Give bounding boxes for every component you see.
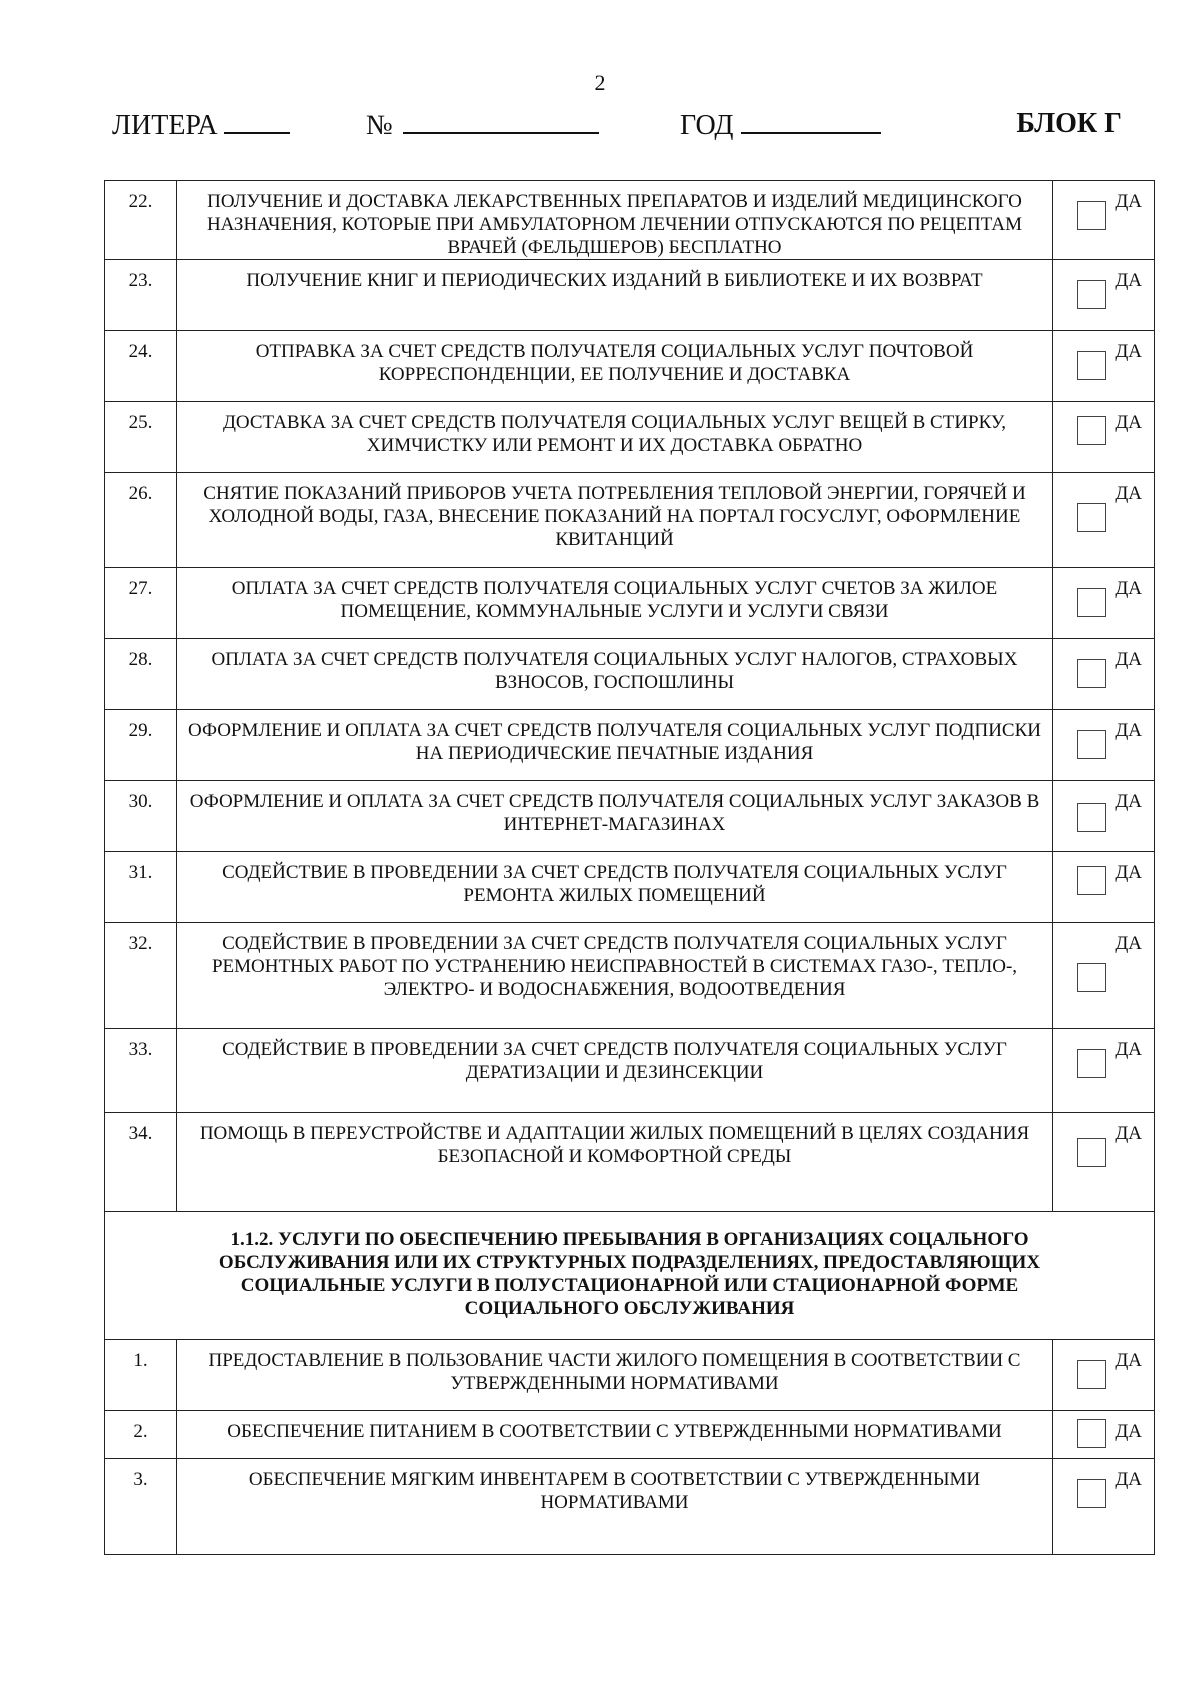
check-cell — [1053, 1113, 1155, 1212]
service-row — [105, 923, 1155, 1029]
yes-checkbox[interactable] — [1077, 659, 1106, 688]
service-row — [105, 781, 1155, 852]
row-number: 31. — [105, 852, 177, 923]
service-description: ПРЕДОСТАВЛЕНИЕ В ПОЛЬЗОВАНИЕ ЧАСТИ ЖИЛОГО ПОМЕЩЕНИЯ В СООТВЕТСТВИИ С УТВЕРЖДЕННЫМИ НОРМАТИВАМИ — [177, 1340, 1053, 1411]
yes-checkbox[interactable] — [1077, 280, 1106, 309]
service-row — [105, 181, 1155, 260]
service-row — [105, 473, 1155, 568]
services-table-body — [105, 181, 1155, 1555]
service-row — [105, 260, 1155, 331]
litera-blank[interactable] — [224, 108, 290, 134]
service-description: СОДЕЙСТВИЕ В ПРОВЕДЕНИИ ЗА СЧЕТ СРЕДСТВ ПОЛУЧАТЕЛЯ СОЦИАЛЬНЫХ УСЛУГ РЕМОНТНЫХ РАБОТ ПО УСТРАНЕНИЮ НЕИСПРАВНОСТЕЙ В СИСТЕМАХ ГАЗО-, ТЕПЛО-, ЭЛЕКТРО- И ВОДОСНАБЖЕНИЯ, ВОДООТВЕДЕНИЯ — [177, 923, 1053, 1029]
form-header — [112, 108, 1122, 148]
row-number: 30. — [105, 781, 177, 852]
service-description: ОПЛАТА ЗА СЧЕТ СРЕДСТВ ПОЛУЧАТЕЛЯ СОЦИАЛЬНЫХ УСЛУГ НАЛОГОВ, СТРАХОВЫХ ВЗНОСОВ, ГОСПОШЛИНЫ — [177, 639, 1053, 710]
check-cell — [1053, 1459, 1155, 1555]
service-row — [105, 639, 1155, 710]
check-cell — [1053, 568, 1155, 639]
year-field — [680, 108, 881, 142]
service-description: ОФОРМЛЕНИЕ И ОПЛАТА ЗА СЧЕТ СРЕДСТВ ПОЛУЧАТЕЛЯ СОЦИАЛЬНЫХ УСЛУГ ЗАКАЗОВ В ИНТЕРНЕТ-МАГАЗИНАХ — [177, 781, 1053, 852]
service-row — [105, 1340, 1155, 1411]
service-description: ПОЛУЧЕНИЕ КНИГ И ПЕРИОДИЧЕСКИХ ИЗДАНИЙ В БИБЛИОТЕКЕ И ИХ ВОЗВРАТ — [177, 260, 1053, 331]
service-description: ПОЛУЧЕНИЕ И ДОСТАВКА ЛЕКАРСТВЕННЫХ ПРЕПАРАТОВ И ИЗДЕЛИЙ МЕДИЦИНСКОГО НАЗНАЧЕНИЯ, КОТОРЫЕ ПРИ АМБУЛАТОРНОМ ЛЕЧЕНИИ ОТПУСКАЮТСЯ ПО РЕЦЕПТАМ ВРАЧЕЙ (ФЕЛЬДШЕРОВ) БЕСПЛАТНО — [177, 181, 1053, 260]
service-row — [105, 852, 1155, 923]
service-row — [105, 568, 1155, 639]
yes-checkbox[interactable] — [1077, 1419, 1106, 1448]
yes-label: ДА — [1115, 483, 1142, 504]
yes-checkbox[interactable] — [1077, 503, 1106, 532]
check-cell — [1053, 260, 1155, 331]
row-number: 29. — [105, 710, 177, 781]
service-description: СНЯТИЕ ПОКАЗАНИЙ ПРИБОРОВ УЧЕТА ПОТРЕБЛЕНИЯ ТЕПЛОВОЙ ЭНЕРГИИ, ГОРЯЧЕЙ И ХОЛОДНОЙ ВОДЫ, ГАЗА, ВНЕСЕНИЕ ПОКАЗАНИЙ НА ПОРТАЛ ГОСУСЛУГ, ОФОРМЛЕНИЕ КВИТАНЦИЙ — [177, 473, 1053, 568]
yes-label: ДА — [1115, 649, 1142, 670]
service-row — [105, 1113, 1155, 1212]
yes-label: ДА — [1115, 191, 1142, 212]
yes-checkbox[interactable] — [1077, 351, 1106, 380]
number-blank[interactable] — [403, 108, 599, 134]
yes-label: ДА — [1115, 1350, 1142, 1371]
yes-label: ДА — [1115, 1039, 1142, 1060]
yes-checkbox[interactable] — [1077, 866, 1106, 895]
year-label: ГОД — [680, 110, 734, 141]
row-number: 3. — [105, 1459, 177, 1555]
row-number: 2. — [105, 1411, 177, 1459]
yes-label: ДА — [1115, 720, 1142, 741]
check-cell — [1053, 331, 1155, 402]
check-cell — [1053, 1340, 1155, 1411]
yes-checkbox[interactable] — [1077, 1479, 1106, 1508]
service-row — [105, 402, 1155, 473]
litera-field — [112, 108, 290, 142]
yes-label: ДА — [1115, 270, 1142, 291]
check-cell — [1053, 1411, 1155, 1459]
yes-checkbox[interactable] — [1077, 730, 1106, 759]
row-number: 28. — [105, 639, 177, 710]
service-description: ДОСТАВКА ЗА СЧЕТ СРЕДСТВ ПОЛУЧАТЕЛЯ СОЦИАЛЬНЫХ УСЛУГ ВЕЩЕЙ В СТИРКУ, ХИМЧИСТКУ ИЛИ РЕМОНТ И ИХ ДОСТАВКА ОБРАТНО — [177, 402, 1053, 473]
page-number: 2 — [594, 70, 606, 95]
service-description: СОДЕЙСТВИЕ В ПРОВЕДЕНИИ ЗА СЧЕТ СРЕДСТВ ПОЛУЧАТЕЛЯ СОЦИАЛЬНЫХ УСЛУГ РЕМОНТА ЖИЛЫХ ПОМЕЩЕНИЙ — [177, 852, 1053, 923]
check-cell — [1053, 923, 1155, 1029]
row-number: 24. — [105, 331, 177, 402]
yes-checkbox[interactable] — [1077, 963, 1106, 992]
service-description: СОДЕЙСТВИЕ В ПРОВЕДЕНИИ ЗА СЧЕТ СРЕДСТВ ПОЛУЧАТЕЛЯ СОЦИАЛЬНЫХ УСЛУГ ДЕРАТИЗАЦИИ И ДЕЗИНСЕКЦИИ — [177, 1029, 1053, 1113]
yes-checkbox[interactable] — [1077, 1138, 1106, 1167]
yes-label: ДА — [1115, 341, 1142, 362]
row-number: 22. — [105, 181, 177, 260]
row-number: 26. — [105, 473, 177, 568]
service-row — [105, 331, 1155, 402]
yes-label: ДА — [1115, 412, 1142, 433]
yes-label: ДА — [1115, 1421, 1142, 1442]
service-description: ПОМОЩЬ В ПЕРЕУСТРОЙСТВЕ И АДАПТАЦИИ ЖИЛЫХ ПОМЕЩЕНИЙ В ЦЕЛЯХ СОЗДАНИЯ БЕЗОПАСНОЙ И КОМФОРТНОЙ СРЕДЫ — [177, 1113, 1053, 1212]
check-cell — [1053, 639, 1155, 710]
section-title: 1.1.2. УСЛУГИ ПО ОБЕСПЕЧЕНИЮ ПРЕБЫВАНИЯ В ОРГАНИЗАЦИЯХ СОЦАЛЬНОГО ОБСЛУЖИВАНИЯ ИЛИ ИХ СТРУКТУРНЫХ ПОДРАЗДЕЛЕНИЯХ, ПРЕДОСТАВЛЯЮЩИХ СОЦИАЛЬНЫЕ УСЛУГИ В ПОЛУСТАЦИОНАРНОЙ ИЛИ СТАЦИОНАРНОЙ ФОРМЕ СОЦИАЛЬНОГО ОБСЛУЖИВАНИЯ — [105, 1212, 1155, 1340]
yes-label: ДА — [1115, 791, 1142, 812]
number-field — [366, 108, 599, 142]
yes-label: ДА — [1115, 1469, 1142, 1490]
yes-label: ДА — [1115, 1123, 1142, 1144]
service-description: ОБЕСПЕЧЕНИЕ ПИТАНИЕМ В СООТВЕТСТВИИ С УТВЕРЖДЕННЫМИ НОРМАТИВАМИ — [177, 1411, 1053, 1459]
services-table — [104, 180, 1155, 1555]
check-cell — [1053, 1029, 1155, 1113]
service-row — [105, 1029, 1155, 1113]
yes-checkbox[interactable] — [1077, 803, 1106, 832]
yes-checkbox[interactable] — [1077, 588, 1106, 617]
service-row — [105, 1411, 1155, 1459]
year-blank[interactable] — [741, 108, 881, 134]
yes-label: ДА — [1115, 578, 1142, 599]
litera-label: ЛИТЕРА — [112, 110, 218, 141]
check-cell — [1053, 710, 1155, 781]
row-number: 1. — [105, 1340, 177, 1411]
row-number: 33. — [105, 1029, 177, 1113]
yes-checkbox[interactable] — [1077, 1049, 1106, 1078]
check-cell — [1053, 181, 1155, 260]
service-description: ОТПРАВКА ЗА СЧЕТ СРЕДСТВ ПОЛУЧАТЕЛЯ СОЦИАЛЬНЫХ УСЛУГ ПОЧТОВОЙ КОРРЕСПОНДЕНЦИИ, ЕЕ ПОЛУЧЕНИЕ И ДОСТАВКА — [177, 331, 1053, 402]
service-row — [105, 1459, 1155, 1555]
row-number: 23. — [105, 260, 177, 331]
row-number: 27. — [105, 568, 177, 639]
service-row — [105, 710, 1155, 781]
row-number: 34. — [105, 1113, 177, 1212]
check-cell — [1053, 852, 1155, 923]
check-cell — [1053, 402, 1155, 473]
yes-checkbox[interactable] — [1077, 416, 1106, 445]
yes-checkbox[interactable] — [1077, 201, 1106, 230]
row-number: 32. — [105, 923, 177, 1029]
check-cell — [1053, 781, 1155, 852]
service-description: ОПЛАТА ЗА СЧЕТ СРЕДСТВ ПОЛУЧАТЕЛЯ СОЦИАЛЬНЫХ УСЛУГ СЧЕТОВ ЗА ЖИЛОЕ ПОМЕЩЕНИЕ, КОММУНАЛЬНЫЕ УСЛУГИ И УСЛУГИ СВЯЗИ — [177, 568, 1053, 639]
service-description: ОБЕСПЕЧЕНИЕ МЯГКИМ ИНВЕНТАРЕМ В СООТВЕТСТВИИ С УТВЕРЖДЕННЫМИ НОРМАТИВАМИ — [177, 1459, 1053, 1555]
row-number: 25. — [105, 402, 177, 473]
check-cell — [1053, 473, 1155, 568]
yes-label: ДА — [1115, 862, 1142, 883]
section-row — [105, 1212, 1155, 1340]
yes-label: ДА — [1115, 933, 1142, 954]
block-label: БЛОК Г — [1016, 108, 1122, 139]
yes-checkbox[interactable] — [1077, 1360, 1106, 1389]
service-description: ОФОРМЛЕНИЕ И ОПЛАТА ЗА СЧЕТ СРЕДСТВ ПОЛУЧАТЕЛЯ СОЦИАЛЬНЫХ УСЛУГ ПОДПИСКИ НА ПЕРИОДИЧЕСКИЕ ПЕЧАТНЫЕ ИЗДАНИЯ — [177, 710, 1053, 781]
number-label: № — [366, 110, 393, 141]
